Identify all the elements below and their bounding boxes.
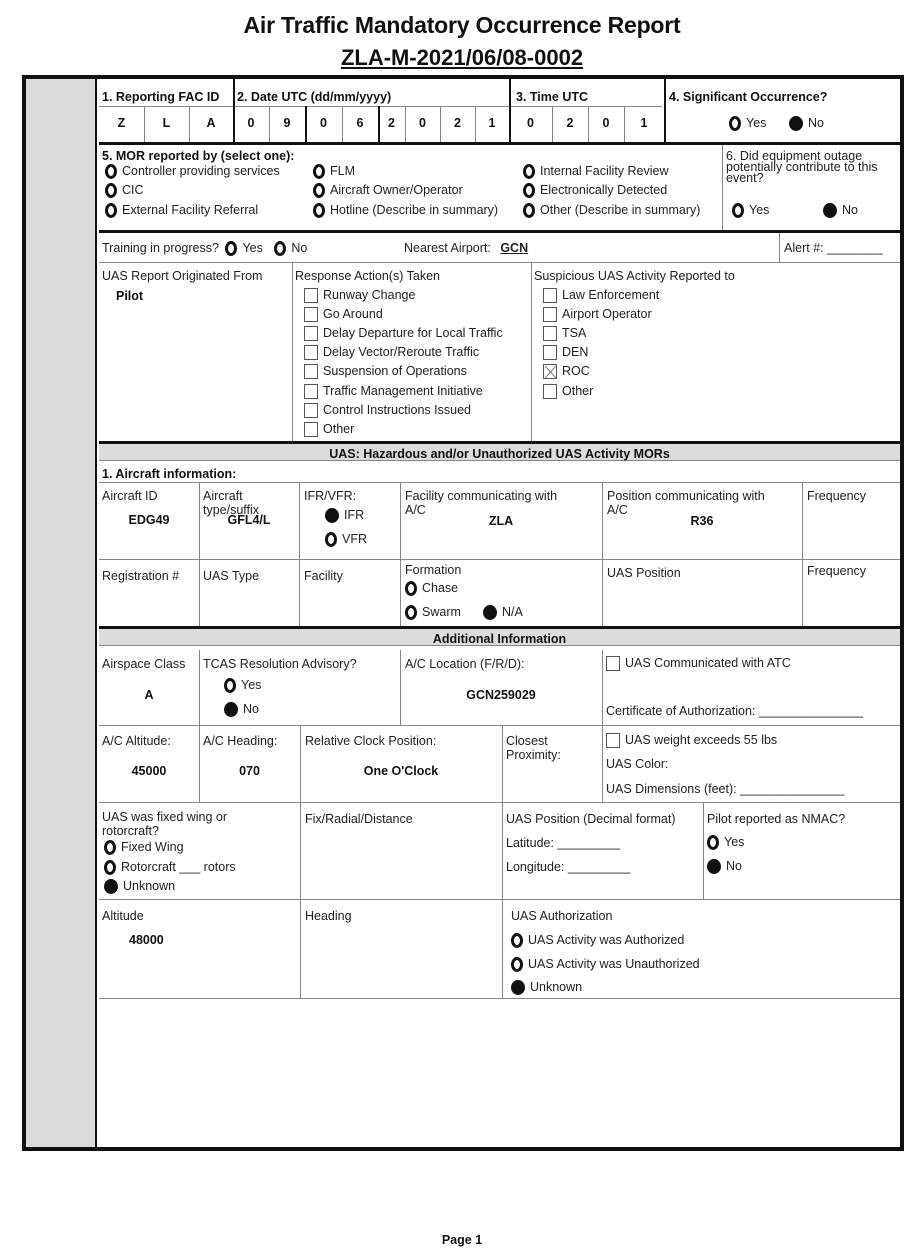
uas-position-decimal-label: UAS Position (Decimal format)	[506, 812, 676, 826]
radio-filled-icon	[511, 980, 525, 995]
suspicious-option[interactable]: DEN	[543, 344, 588, 360]
uas-altitude-label: Altitude	[102, 909, 144, 923]
aircraft-type-label: Aircraft type/suffix	[203, 489, 260, 517]
mor-option[interactable]: Controller providing services	[105, 163, 280, 179]
uas-type-label: UAS Type	[203, 569, 260, 583]
equipment-yes[interactable]: Yes	[732, 202, 769, 218]
position-comm-label: Position communicating with A/C	[607, 489, 765, 517]
date-digit: 0	[419, 116, 426, 130]
radio-icon	[405, 581, 417, 596]
mor-option[interactable]: Other (Describe in summary)	[523, 202, 700, 218]
frequency-label: Frequency	[807, 489, 867, 503]
formation-label: Formation	[405, 563, 462, 577]
uas-altitude-value: 48000	[129, 933, 164, 947]
page-number: Page 1	[441, 1233, 483, 1247]
radio-icon	[224, 678, 236, 693]
training-yes[interactable]: Yes	[222, 241, 262, 255]
aircraft-type-value: GFL4/L	[227, 513, 271, 527]
date-label: 2. Date UTC (dd/mm/yyyy)	[237, 90, 392, 104]
alert-value[interactable]: ________	[827, 241, 883, 255]
ac-altitude-value: 45000	[131, 764, 167, 778]
uas-position-label: UAS Position	[607, 566, 681, 580]
uas-section-header: UAS: Hazardous and/or Unauthorized UAS Activity MORs	[99, 441, 900, 461]
fac-char: A	[206, 116, 216, 130]
radio-icon	[523, 203, 535, 218]
checkbox-icon	[304, 364, 318, 379]
uas-type-row	[99, 803, 900, 899]
airspace-row	[99, 650, 900, 725]
nmac-no[interactable]: No	[707, 858, 742, 874]
date-digit: 0	[247, 116, 255, 130]
date-digit: 0	[320, 116, 327, 130]
altitude-row	[99, 726, 900, 802]
mor-option[interactable]: CIC	[105, 182, 144, 198]
fac-char: Z	[117, 116, 126, 130]
checkbox-icon	[304, 288, 318, 303]
longitude-field[interactable]: Longitude: _________	[506, 860, 631, 874]
wing-unknown[interactable]: Unknown	[104, 878, 175, 894]
latitude-field[interactable]: Latitude: _________	[506, 836, 620, 850]
radio-filled-icon	[104, 879, 118, 894]
nearest-airport-value: GCN	[500, 241, 529, 255]
suspicious-option[interactable]: TSA	[543, 325, 586, 341]
wing-rotorcraft[interactable]: Rotorcraft ___ rotors	[104, 859, 236, 875]
radio-icon	[325, 532, 337, 547]
significant-yes[interactable]: Yes	[729, 115, 766, 131]
time-label: 3. Time UTC	[516, 90, 589, 104]
radio-filled-icon	[823, 203, 837, 218]
aircraft-id-value: EDG49	[128, 513, 170, 527]
formation-na[interactable]: N/A	[483, 604, 523, 620]
radio-filled-icon	[224, 702, 238, 717]
checkbox-icon	[304, 384, 318, 399]
radio-icon	[313, 203, 325, 218]
time-digit: 0	[527, 116, 534, 130]
time-digit: 2	[566, 116, 574, 130]
uas-color-label: UAS Color:	[606, 757, 669, 771]
checkbox-icon	[606, 656, 620, 671]
response-label: Response Action(s) Taken	[295, 269, 440, 283]
response-option[interactable]: Suspension of Operations	[304, 363, 467, 379]
training-row	[99, 233, 900, 262]
radio-filled-icon	[483, 605, 497, 620]
alert-label: Alert #:	[784, 241, 824, 255]
checkbox-icon	[304, 345, 318, 360]
checkbox-icon	[304, 307, 318, 322]
mor-option[interactable]: FLM	[313, 163, 355, 179]
form-sidebar	[26, 79, 97, 1147]
location-value: GCN259029	[466, 688, 536, 702]
response-option[interactable]: Runway Change	[304, 287, 415, 303]
checkbox-icon	[606, 733, 620, 748]
header-row	[99, 79, 900, 142]
clock-position-label: Relative Clock Position:	[305, 734, 437, 748]
fix-radial-distance-label: Fix/Radial/Distance	[305, 812, 413, 826]
date-digit: 6	[356, 116, 364, 130]
radio-icon	[511, 957, 523, 972]
checkbox-icon	[543, 326, 557, 341]
nearest-airport-label: Nearest Airport:	[404, 241, 491, 255]
checkbox-icon	[543, 288, 557, 303]
nmac-yes[interactable]: Yes	[707, 834, 744, 850]
radio-filled-icon	[789, 116, 803, 131]
clock-position-value: One O'Clock	[363, 764, 439, 778]
time-digit: 1	[640, 116, 648, 130]
checkbox-icon	[304, 422, 318, 437]
suspicious-option-roc[interactable]: ROC	[543, 363, 590, 379]
mor-section	[99, 145, 900, 230]
ac-altitude-label: A/C Altitude:	[102, 734, 171, 748]
response-option[interactable]: Other	[304, 421, 354, 437]
tcas-label: TCAS Resolution Advisory?	[203, 657, 357, 671]
radio-icon	[729, 116, 741, 131]
date-digit: 2	[388, 116, 395, 130]
radio-icon	[732, 203, 744, 218]
suspicious-option[interactable]: Law Enforcement	[543, 287, 659, 303]
flight-rule-ifr[interactable]: IFR	[325, 507, 364, 523]
significant-label: 4. Significant Occurrence?	[669, 90, 828, 104]
uas-authorization-label: UAS Authorization	[511, 909, 613, 923]
uas-report-section	[99, 263, 900, 441]
report-id: ZLA-M-2021/06/08-0002	[340, 45, 584, 70]
response-option[interactable]: Go Around	[304, 306, 383, 322]
position-comm-value: R36	[690, 514, 714, 528]
fac-char: L	[162, 116, 171, 130]
frequency2-label: Frequency	[807, 564, 867, 578]
mor-option[interactable]: Hotline (Describe in summary)	[313, 202, 498, 218]
origin-value: Pilot	[116, 289, 144, 303]
equipment-no[interactable]: No	[823, 202, 858, 218]
radio-icon	[104, 840, 116, 855]
equipment-outage-label: 6. Did equipment outage potentially contribute to this event?	[726, 149, 878, 185]
significant-no[interactable]: No	[789, 115, 824, 131]
radio-icon	[523, 183, 535, 198]
formation-swarm[interactable]: Swarm	[405, 604, 461, 620]
wing-label: UAS was fixed wing or rotorcraft?	[102, 810, 228, 838]
flight-rules-label: IFR/VFR:	[304, 489, 357, 503]
registration-label: Registration #	[102, 569, 180, 583]
response-option[interactable]: Control Instructions Issued	[304, 402, 471, 418]
flight-rule-vfr[interactable]: VFR	[325, 531, 367, 547]
uas-authorization-row	[99, 900, 900, 998]
response-option[interactable]: Delay Departure for Local Traffic	[304, 325, 503, 341]
training-label: Training in progress?	[102, 241, 219, 255]
aircraft-info-label: 1. Aircraft information:	[102, 467, 237, 481]
radio-icon	[274, 241, 286, 256]
ac-heading-label: A/C Heading:	[203, 734, 278, 748]
additional-info-header: Additional Information	[99, 626, 900, 646]
airspace-value: A	[144, 688, 154, 702]
radio-filled-icon	[707, 859, 721, 874]
radio-icon	[105, 164, 117, 179]
date-digit: 2	[454, 116, 461, 130]
auth-unknown[interactable]: Unknown	[511, 979, 582, 995]
mor-label: 5. MOR reported by (select one):	[102, 149, 295, 163]
form-main	[99, 79, 900, 1147]
radio-icon	[313, 183, 325, 198]
suspicious-option[interactable]: Airport Operator	[543, 306, 652, 322]
checkbox-icon	[543, 384, 557, 399]
aircraft-info-grid	[99, 483, 900, 638]
uas-communicated-checkbox[interactable]: UAS Communicated with ATC	[606, 655, 791, 671]
checkbox-checked-icon	[543, 364, 557, 379]
radio-icon	[707, 835, 719, 850]
formation-chase[interactable]: Chase	[405, 580, 458, 596]
closest-proximity-label: Closest Proximity:	[506, 734, 561, 762]
radio-icon	[105, 183, 117, 198]
auth-unauthorized[interactable]: UAS Activity was Unauthorized	[511, 956, 700, 972]
mor-option[interactable]: Internal Facility Review	[523, 163, 669, 179]
checkbox-icon	[304, 403, 318, 418]
wing-fixed[interactable]: Fixed Wing	[104, 839, 184, 855]
response-option[interactable]: Delay Vector/Reroute Traffic	[304, 344, 479, 360]
mor-option[interactable]: External Facility Referral	[105, 202, 258, 218]
location-label: A/C Location (F/R/D):	[405, 657, 525, 671]
radio-icon	[511, 933, 523, 948]
origin-label: UAS Report Originated From	[102, 269, 263, 283]
date-digit: 9	[283, 116, 291, 130]
uas-dimensions-label: UAS Dimensions (feet): _______________	[606, 782, 845, 796]
checkbox-icon	[304, 326, 318, 341]
facility-comm-label: Facility communicating with A/C	[405, 489, 558, 517]
facility-comm-value: ZLA	[488, 514, 514, 528]
radio-icon	[104, 860, 116, 875]
uas-heading-label: Heading	[305, 909, 352, 923]
radio-icon	[225, 241, 237, 256]
fac-id-label: 1. Reporting FAC ID	[102, 90, 220, 104]
suspicious-label: Suspicious UAS Activity Reported to	[534, 269, 735, 283]
radio-filled-icon	[325, 508, 339, 523]
training-no[interactable]: No	[274, 241, 307, 255]
report-form	[22, 75, 904, 1151]
report-title: Air Traffic Mandatory Occurrence Report	[243, 12, 681, 38]
uas-weight-checkbox[interactable]: UAS weight exceeds 55 lbs	[606, 732, 777, 748]
date-digit: 1	[488, 116, 496, 130]
radio-icon	[405, 605, 417, 620]
suspicious-option[interactable]: Other	[543, 383, 593, 399]
auth-authorized[interactable]: UAS Activity was Authorized	[511, 932, 684, 948]
mor-option[interactable]: Electronically Detected	[523, 182, 667, 198]
coa-label: Certificate of Authorization: _______________	[606, 704, 864, 718]
radio-icon	[523, 164, 535, 179]
tcas-yes[interactable]: Yes	[224, 677, 261, 693]
response-option[interactable]: Traffic Management Initiative	[304, 383, 483, 399]
mor-option[interactable]: Aircraft Owner/Operator	[313, 182, 463, 198]
ac-heading-value: 070	[239, 764, 260, 778]
radio-icon	[313, 164, 325, 179]
checkbox-icon	[543, 345, 557, 360]
nmac-label: Pilot reported as NMAC?	[707, 812, 846, 826]
tcas-no[interactable]: No	[224, 701, 259, 717]
aircraft-id-label: Aircraft ID	[102, 489, 158, 503]
airspace-label: Airspace Class	[102, 657, 186, 671]
time-digit: 0	[602, 116, 610, 130]
checkbox-icon	[543, 307, 557, 322]
radio-icon	[105, 203, 117, 218]
facility-label: Facility	[304, 569, 343, 583]
